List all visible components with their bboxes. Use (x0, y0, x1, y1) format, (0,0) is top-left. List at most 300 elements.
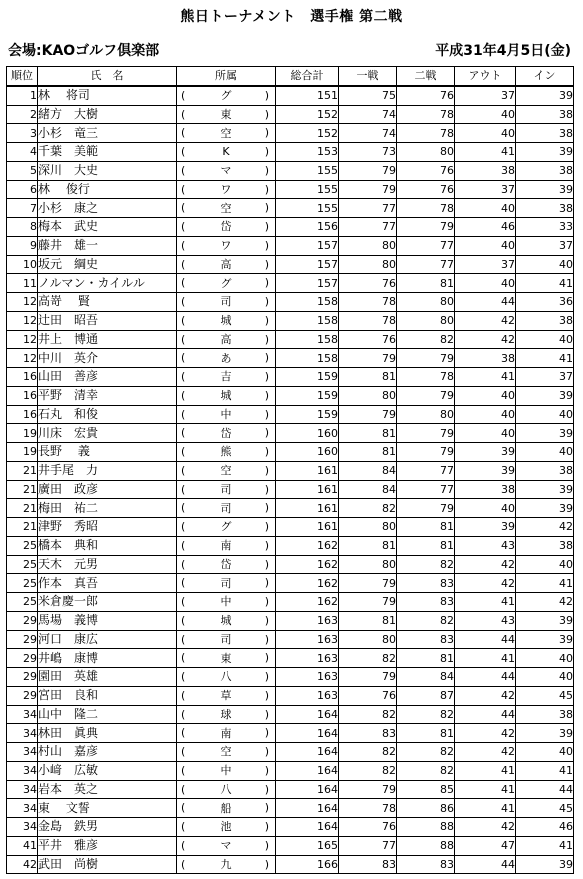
in-cell: 40 (516, 743, 574, 762)
paren-open: ( (181, 651, 186, 665)
round2-cell: 80 (397, 311, 455, 330)
out-cell: 42 (455, 743, 516, 762)
header-out: アウト (455, 67, 516, 86)
in-cell: 38 (516, 199, 574, 218)
name-cell: 小杉 康之 (38, 199, 177, 218)
round1-cell: 82 (339, 499, 397, 518)
table-row (7, 161, 574, 180)
header-name: 氏 名 (38, 67, 177, 86)
total-cell: 164 (276, 780, 339, 799)
affiliation-cell (177, 386, 276, 405)
affiliation-value: ワ (220, 239, 232, 253)
name-cell: 長野 義 (38, 443, 177, 462)
table-row (7, 499, 574, 518)
name-cell: 金島 鉄男 (38, 818, 177, 837)
out-cell: 39 (455, 443, 516, 462)
paren-close: ) (264, 332, 269, 346)
round2-cell: 80 (397, 293, 455, 312)
round1-cell: 79 (339, 180, 397, 199)
table-row (7, 780, 574, 799)
paren-close: ) (264, 407, 269, 421)
table-row (7, 368, 574, 387)
round1-cell: 79 (339, 349, 397, 368)
in-cell: 38 (516, 311, 574, 330)
paren-close: ) (264, 426, 269, 440)
round2-cell: 78 (397, 105, 455, 124)
affiliation-cell (177, 818, 276, 837)
total-cell: 164 (276, 743, 339, 762)
affiliation-cell (177, 199, 276, 218)
round2-cell: 76 (397, 86, 455, 105)
out-cell: 40 (455, 124, 516, 143)
paren-close: ) (264, 201, 269, 215)
round1-cell: 81 (339, 443, 397, 462)
paren-open: ( (181, 201, 186, 215)
in-cell: 45 (516, 799, 574, 818)
affiliation-cell (177, 536, 276, 555)
table-row (7, 330, 574, 349)
out-cell: 42 (455, 330, 516, 349)
name-cell: 津野 秀昭 (38, 518, 177, 537)
affiliation-cell (177, 311, 276, 330)
out-cell: 43 (455, 536, 516, 555)
round1-cell: 78 (339, 799, 397, 818)
table-row (7, 818, 574, 837)
rank-cell: 34 (7, 761, 38, 780)
out-cell: 42 (455, 686, 516, 705)
total-cell: 155 (276, 161, 339, 180)
name-cell: 石丸 和俊 (38, 405, 177, 424)
affiliation-value: ワ (220, 182, 232, 196)
paren-close: ) (264, 613, 269, 627)
in-cell: 39 (516, 180, 574, 199)
rank-cell: 21 (7, 480, 38, 499)
round2-cell: 79 (397, 386, 455, 405)
rank-cell: 34 (7, 743, 38, 762)
rank-cell: 1 (7, 86, 38, 105)
paren-open: ( (181, 426, 186, 440)
paren-open: ( (181, 688, 186, 702)
table-row (7, 143, 574, 162)
total-cell: 163 (276, 649, 339, 668)
out-cell: 41 (455, 761, 516, 780)
round1-cell: 80 (339, 518, 397, 537)
paren-close: ) (264, 801, 269, 815)
affiliation-cell (177, 855, 276, 874)
affiliation-cell (177, 836, 276, 855)
affiliation-cell (177, 649, 276, 668)
paren-close: ) (264, 707, 269, 721)
round2-cell: 81 (397, 649, 455, 668)
affiliation-value: 球 (220, 707, 232, 721)
affiliation-cell (177, 668, 276, 687)
round2-cell: 80 (397, 143, 455, 162)
paren-open: ( (181, 557, 186, 571)
affiliation-cell (177, 443, 276, 462)
affiliation-cell (177, 236, 276, 255)
in-cell: 39 (516, 143, 574, 162)
rank-cell: 16 (7, 368, 38, 387)
affiliation-value: 中 (220, 407, 232, 421)
paren-open: ( (181, 632, 186, 646)
out-cell: 40 (455, 274, 516, 293)
affiliation-value: 司 (220, 295, 232, 309)
paren-open: ( (181, 351, 186, 365)
total-cell: 163 (276, 686, 339, 705)
paren-close: ) (264, 632, 269, 646)
affiliation-cell (177, 686, 276, 705)
table-row (7, 480, 574, 499)
round2-cell: 84 (397, 668, 455, 687)
paren-close: ) (264, 820, 269, 833)
paren-open: ( (181, 782, 186, 796)
affiliation-value: 司 (220, 632, 232, 646)
round1-cell: 80 (339, 255, 397, 274)
name-cell: 緒方 大樹 (38, 105, 177, 124)
round1-cell: 80 (339, 555, 397, 574)
rank-cell: 41 (7, 836, 38, 855)
table-row (7, 180, 574, 199)
name-cell: 高嵜 賢 (38, 293, 177, 312)
table-row (7, 405, 574, 424)
affiliation-value: 東 (220, 107, 232, 121)
paren-close: ) (264, 351, 269, 365)
table-row (7, 630, 574, 649)
table-row (7, 255, 574, 274)
in-cell: 39 (516, 424, 574, 443)
paren-open: ( (181, 445, 186, 458)
name-cell: 東 文誓 (38, 799, 177, 818)
paren-open: ( (181, 482, 186, 496)
paren-open: ( (181, 613, 186, 627)
table-row (7, 236, 574, 255)
paren-open: ( (181, 820, 186, 833)
date-label: 平成31年4月5日(金) (435, 43, 571, 59)
rank-cell: 25 (7, 555, 38, 574)
paren-open: ( (181, 838, 186, 852)
affiliation-value: あ (220, 351, 232, 365)
paren-open: ( (181, 726, 186, 740)
name-cell: 井上 博通 (38, 330, 177, 349)
name-cell: 井嶋 康博 (38, 649, 177, 668)
name-cell: 宮田 良和 (38, 686, 177, 705)
paren-close: ) (264, 745, 269, 758)
in-cell: 40 (516, 330, 574, 349)
out-cell: 42 (455, 555, 516, 574)
paren-close: ) (264, 463, 269, 477)
out-cell: 40 (455, 236, 516, 255)
total-cell: 162 (276, 593, 339, 612)
round2-cell: 82 (397, 555, 455, 574)
header-affiliation: 所属 (177, 67, 276, 86)
in-cell: 42 (516, 593, 574, 612)
paren-close: ) (264, 726, 269, 740)
in-cell: 40 (516, 255, 574, 274)
affiliation-cell (177, 274, 276, 293)
out-cell: 39 (455, 518, 516, 537)
paren-close: ) (264, 126, 269, 140)
paren-open: ( (181, 220, 186, 233)
affiliation-value: 中 (220, 764, 232, 778)
in-cell: 38 (516, 705, 574, 724)
total-cell: 161 (276, 461, 339, 480)
paren-close: ) (264, 857, 269, 871)
total-cell: 162 (276, 574, 339, 593)
paren-close: ) (264, 182, 269, 196)
in-cell: 39 (516, 499, 574, 518)
paren-open: ( (181, 126, 186, 140)
paren-open: ( (181, 332, 186, 346)
round2-cell: 81 (397, 724, 455, 743)
affiliation-cell (177, 480, 276, 499)
affiliation-cell (177, 424, 276, 443)
total-cell: 164 (276, 724, 339, 743)
name-cell: 辻田 昭吾 (38, 311, 177, 330)
total-cell: 160 (276, 443, 339, 462)
in-cell: 33 (516, 218, 574, 237)
round1-cell: 80 (339, 236, 397, 255)
name-cell: 林 将司 (38, 86, 177, 105)
affiliation-cell (177, 461, 276, 480)
rank-cell: 25 (7, 593, 38, 612)
out-cell: 44 (455, 855, 516, 874)
affiliation-value: 司 (220, 576, 232, 590)
paren-close: ) (264, 670, 269, 683)
out-cell: 40 (455, 199, 516, 218)
table-row (7, 761, 574, 780)
round1-cell: 77 (339, 836, 397, 855)
total-cell: 162 (276, 536, 339, 555)
total-cell: 156 (276, 218, 339, 237)
in-cell: 36 (516, 293, 574, 312)
in-cell: 37 (516, 236, 574, 255)
table-row (7, 424, 574, 443)
table-row (7, 593, 574, 612)
paren-open: ( (181, 163, 186, 177)
affiliation-cell (177, 780, 276, 799)
paren-open: ( (181, 313, 186, 327)
paren-close: ) (264, 520, 269, 533)
round1-cell: 82 (339, 649, 397, 668)
rank-cell: 16 (7, 405, 38, 424)
rank-cell: 34 (7, 799, 38, 818)
affiliation-cell (177, 705, 276, 724)
paren-open: ( (181, 238, 186, 252)
affiliation-cell (177, 724, 276, 743)
table-row (7, 274, 574, 293)
header-total: 総合計 (276, 67, 339, 86)
affiliation-value: 空 (220, 201, 232, 215)
table-row (7, 855, 574, 874)
round1-cell: 79 (339, 161, 397, 180)
round1-cell: 81 (339, 611, 397, 630)
round1-cell: 75 (339, 86, 397, 105)
in-cell: 39 (516, 480, 574, 499)
paren-open: ( (181, 857, 186, 871)
paren-close: ) (264, 238, 269, 252)
rank-cell: 21 (7, 461, 38, 480)
rank-cell: 29 (7, 649, 38, 668)
rank-cell: 12 (7, 330, 38, 349)
out-cell: 38 (455, 480, 516, 499)
round2-cell: 83 (397, 593, 455, 612)
round1-cell: 82 (339, 705, 397, 724)
name-cell: 小﨑 広敏 (38, 761, 177, 780)
paren-open: ( (181, 182, 186, 196)
affiliation-cell (177, 761, 276, 780)
results-table (6, 66, 574, 874)
table-row (7, 743, 574, 762)
total-cell: 165 (276, 836, 339, 855)
name-cell: 千葉 美範 (38, 143, 177, 162)
table-row (7, 799, 574, 818)
name-cell: 小杉 竜三 (38, 124, 177, 143)
out-cell: 44 (455, 630, 516, 649)
round2-cell: 85 (397, 780, 455, 799)
rank-cell: 7 (7, 199, 38, 218)
paren-open: ( (181, 707, 186, 721)
rank-cell: 34 (7, 724, 38, 743)
rank-cell: 5 (7, 161, 38, 180)
rank-cell: 34 (7, 780, 38, 799)
out-cell: 40 (455, 405, 516, 424)
in-cell: 39 (516, 611, 574, 630)
rank-cell: 12 (7, 293, 38, 312)
name-cell: 井手尾 力 (38, 461, 177, 480)
rank-cell: 42 (7, 855, 38, 874)
round1-cell: 73 (339, 143, 397, 162)
round2-cell: 83 (397, 574, 455, 593)
round1-cell: 83 (339, 855, 397, 874)
table-row (7, 124, 574, 143)
name-cell: 深川 大史 (38, 161, 177, 180)
round2-cell: 88 (397, 818, 455, 837)
in-cell: 39 (516, 386, 574, 405)
table-row (7, 518, 574, 537)
out-cell: 44 (455, 293, 516, 312)
affiliation-cell (177, 255, 276, 274)
rank-cell: 16 (7, 386, 38, 405)
paren-close: ) (264, 501, 269, 515)
rank-cell: 34 (7, 818, 38, 837)
table-row (7, 668, 574, 687)
out-cell: 39 (455, 461, 516, 480)
name-cell: 林 俊行 (38, 180, 177, 199)
table-row (7, 611, 574, 630)
out-cell: 44 (455, 668, 516, 687)
total-cell: 164 (276, 761, 339, 780)
affiliation-cell (177, 124, 276, 143)
in-cell: 41 (516, 274, 574, 293)
paren-open: ( (181, 370, 186, 383)
rank-cell: 29 (7, 630, 38, 649)
round2-cell: 87 (397, 686, 455, 705)
header-round1: 一戦 (339, 67, 397, 86)
out-cell: 44 (455, 705, 516, 724)
paren-close: ) (264, 163, 269, 177)
total-cell: 158 (276, 349, 339, 368)
name-cell: 武田 尚樹 (38, 855, 177, 874)
affiliation-value: 船 (220, 801, 232, 815)
affiliation-cell (177, 499, 276, 518)
affiliation-value: 東 (220, 651, 232, 665)
paren-open: ( (181, 801, 186, 815)
affiliation-cell (177, 218, 276, 237)
name-cell: 作本 真吾 (38, 574, 177, 593)
affiliation-cell (177, 330, 276, 349)
in-cell: 40 (516, 668, 574, 687)
out-cell: 37 (455, 255, 516, 274)
round2-cell: 77 (397, 461, 455, 480)
out-cell: 46 (455, 218, 516, 237)
out-cell: 38 (455, 161, 516, 180)
in-cell: 39 (516, 724, 574, 743)
total-cell: 164 (276, 705, 339, 724)
venue-label: 会場:KAOゴルフ倶楽部 (8, 43, 160, 59)
affiliation-cell (177, 349, 276, 368)
in-cell: 38 (516, 105, 574, 124)
affiliation-cell (177, 368, 276, 387)
out-cell: 41 (455, 799, 516, 818)
name-cell: 米倉慶一郎 (38, 593, 177, 612)
total-cell: 157 (276, 236, 339, 255)
paren-open: ( (181, 538, 186, 552)
out-cell: 40 (455, 105, 516, 124)
affiliation-cell (177, 743, 276, 762)
paren-open: ( (181, 670, 186, 683)
round1-cell: 79 (339, 593, 397, 612)
round2-cell: 88 (397, 836, 455, 855)
total-cell: 159 (276, 368, 339, 387)
round1-cell: 79 (339, 405, 397, 424)
round1-cell: 82 (339, 743, 397, 762)
round2-cell: 79 (397, 349, 455, 368)
round1-cell: 81 (339, 536, 397, 555)
table-row (7, 724, 574, 743)
round2-cell: 79 (397, 499, 455, 518)
name-cell: 藤井 雄一 (38, 236, 177, 255)
round2-cell: 83 (397, 855, 455, 874)
round2-cell: 82 (397, 330, 455, 349)
round2-cell: 82 (397, 705, 455, 724)
round1-cell: 84 (339, 461, 397, 480)
affiliation-value: 熊 (220, 445, 232, 459)
affiliation-value: 南 (220, 726, 232, 740)
rank-cell: 19 (7, 443, 38, 462)
affiliation-value: 岱 (220, 220, 232, 234)
out-cell: 41 (455, 143, 516, 162)
affiliation-value: 高 (220, 257, 232, 271)
name-cell: 平井 雅彦 (38, 836, 177, 855)
table-row (7, 293, 574, 312)
round1-cell: 80 (339, 386, 397, 405)
affiliation-value: 吉 (220, 370, 232, 384)
total-cell: 164 (276, 799, 339, 818)
in-cell: 40 (516, 443, 574, 462)
table-row (7, 705, 574, 724)
table-row (7, 836, 574, 855)
table-row (7, 461, 574, 480)
rank-cell: 29 (7, 611, 38, 630)
in-cell: 41 (516, 836, 574, 855)
table-row (7, 105, 574, 124)
in-cell: 40 (516, 555, 574, 574)
in-cell: 42 (516, 518, 574, 537)
paren-close: ) (264, 388, 269, 402)
total-cell: 163 (276, 630, 339, 649)
affiliation-value: マ (220, 164, 232, 178)
affiliation-cell (177, 180, 276, 199)
